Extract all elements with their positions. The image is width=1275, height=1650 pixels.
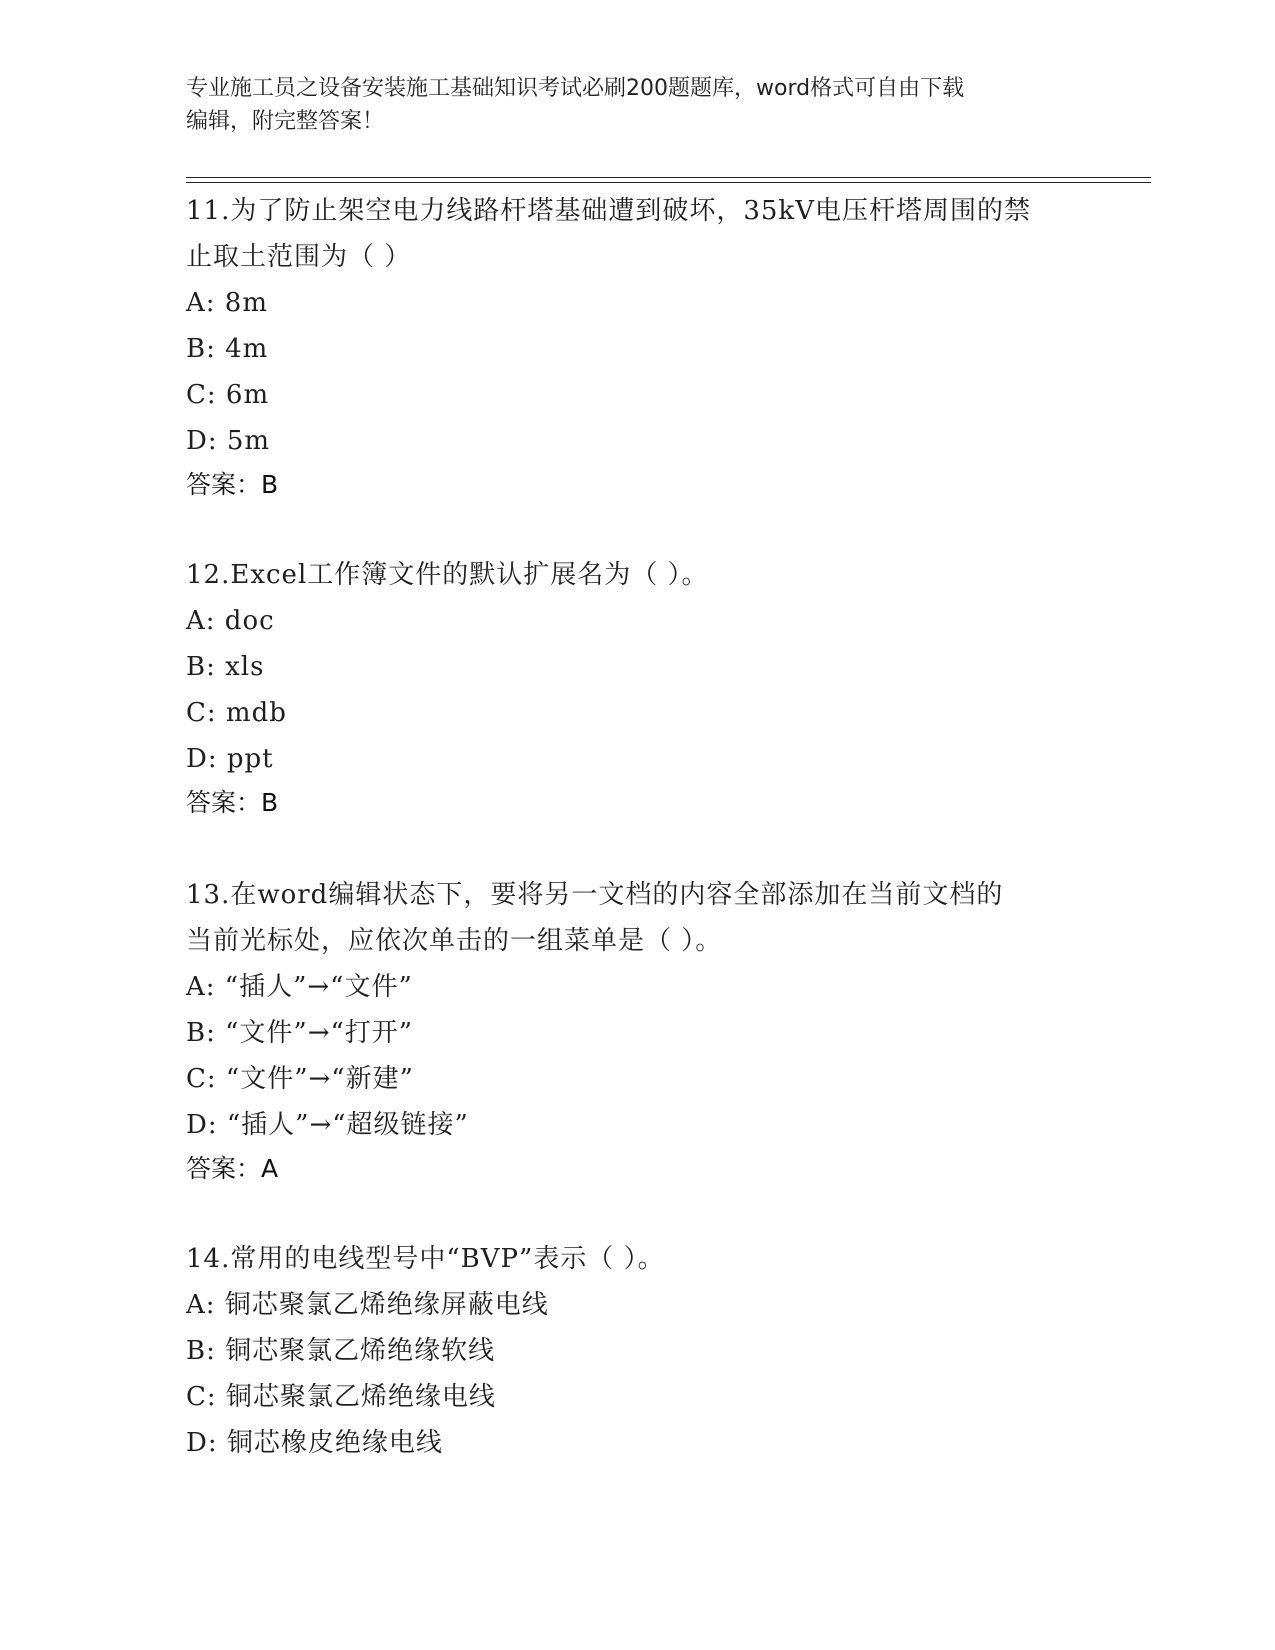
option-a: A: doc: [186, 606, 275, 636]
question-stem-line: 13.在word编辑状态下，要将另一文档的内容全部添加在当前文档的: [186, 880, 1004, 910]
option-d: D: “插人”→“超级链接”: [186, 1110, 469, 1140]
option-a: A: 铜芯聚氯乙烯绝缘屏蔽电线: [186, 1290, 549, 1320]
header-divider-top: [186, 177, 1151, 178]
answer-line: 答案：B: [186, 788, 279, 817]
option-a: A: “插人”→“文件”: [186, 972, 413, 1002]
option-c: C: mdb: [186, 698, 287, 728]
answer-line: 答案：B: [186, 470, 279, 499]
option-c: C: 铜芯聚氯乙烯绝缘电线: [186, 1382, 496, 1412]
question-11: [186, 188, 1086, 506]
option-b: B: 铜芯聚氯乙烯绝缘软线: [186, 1336, 496, 1366]
option-b: B: xls: [186, 652, 265, 682]
option-d: D: 铜芯橡皮绝缘电线: [186, 1428, 443, 1458]
question-14: [186, 1236, 1086, 1466]
option-b: B: “文件”→“打开”: [186, 1018, 414, 1048]
header-divider-bottom: [186, 182, 1151, 183]
option-d: D: ppt: [186, 744, 274, 774]
option-b: B: 4m: [186, 334, 269, 364]
question-stem-line: 12.Excel工作簿文件的默认扩展名为（ ）。: [186, 560, 709, 590]
question-stem-line: 止取土范围为（ ）: [186, 242, 412, 272]
header-line-2: 编辑，附完整答案！: [186, 109, 385, 134]
question-13: [186, 872, 1086, 1190]
question-stem-line: 14.常用的电线型号中“BVP”表示（ ）。: [186, 1244, 665, 1274]
option-c: C: “文件”→“新建”: [186, 1064, 414, 1094]
header-line-1: 专业施工员之设备安装施工基础知识考试必刷200题题库，word格式可自由下载: [186, 76, 965, 101]
question-stem-line: 11.为了防止架空电力线路杆塔基础遭到破坏，35kV电压杆塔周围的禁: [186, 196, 1031, 226]
option-d: D: 5m: [186, 426, 271, 456]
question-12: [186, 552, 1086, 824]
option-a: A: 8m: [186, 288, 268, 318]
answer-line: 答案：A: [186, 1154, 279, 1183]
document-header: [186, 72, 1086, 138]
option-c: C: 6m: [186, 380, 270, 410]
question-stem-line: 当前光标处，应依次单击的一组菜单是（ ）。: [186, 926, 723, 956]
